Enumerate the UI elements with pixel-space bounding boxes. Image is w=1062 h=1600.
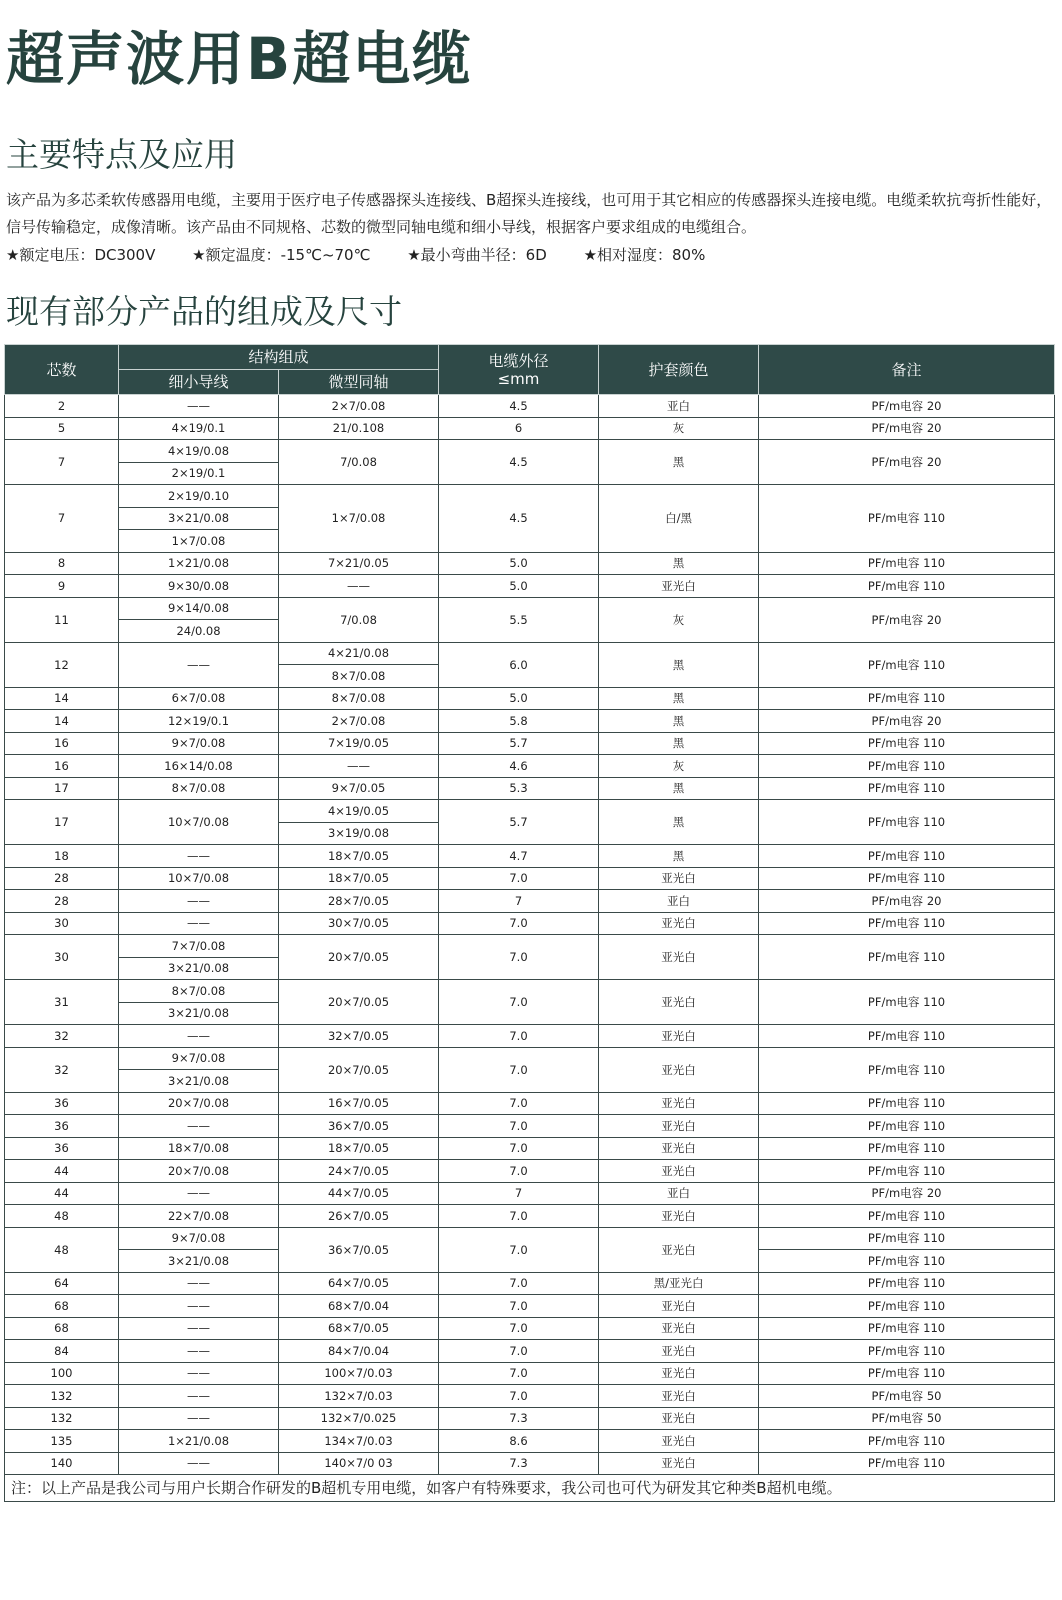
cell-remark: PF/m电容 110 (759, 1272, 1055, 1295)
cell-fine-wire: —— (119, 1340, 279, 1363)
cell-micro-coax: 7/0.08 (279, 597, 439, 642)
table-row (5, 1137, 1055, 1160)
header-micro-coax: 微型同轴 (279, 370, 439, 395)
cell-cores: 7 (5, 440, 119, 485)
cell-diameter: 5.0 (439, 575, 599, 598)
cell-jacket-color: 黑 (599, 440, 759, 485)
cell-diameter: 4.5 (439, 440, 599, 485)
cell-micro-coax: 4×19/0.05 (279, 800, 439, 823)
cell-fine-wire: —— (119, 890, 279, 913)
cell-micro-coax: 8×7/0.08 (279, 687, 439, 710)
cell-cores: 2 (5, 395, 119, 418)
cell-diameter: 7.0 (439, 1272, 599, 1295)
cell-cores: 5 (5, 417, 119, 440)
table-row (5, 1205, 1055, 1228)
cell-micro-coax: —— (279, 755, 439, 778)
cell-diameter: 5.3 (439, 777, 599, 800)
header-fine-wire: 细小导线 (119, 370, 279, 395)
table-row (5, 440, 1055, 463)
table-row (5, 755, 1055, 778)
spec-list (6, 242, 737, 268)
cell-remark: PF/m电容 110 (759, 1227, 1055, 1250)
cell-fine-wire: 1×21/0.08 (119, 552, 279, 575)
cell-micro-coax: 20×7/0.05 (279, 1047, 439, 1092)
table-row (5, 417, 1055, 440)
cell-jacket-color: 黑 (599, 845, 759, 868)
table-row (5, 777, 1055, 800)
cell-cores: 68 (5, 1295, 119, 1318)
cell-fine-wire: 8×7/0.08 (119, 980, 279, 1003)
cell-fine-wire: 3×21/0.08 (119, 1250, 279, 1273)
cell-fine-wire: 22×7/0.08 (119, 1205, 279, 1228)
table-row (5, 732, 1055, 755)
cell-cores: 32 (5, 1025, 119, 1048)
cell-diameter: 5.0 (439, 552, 599, 575)
cell-micro-coax: 7×19/0.05 (279, 732, 439, 755)
cell-micro-coax: 2×7/0.08 (279, 710, 439, 733)
cell-cores: 100 (5, 1362, 119, 1385)
cell-cores: 48 (5, 1205, 119, 1228)
cell-remark: PF/m电容 110 (759, 1362, 1055, 1385)
cell-cores: 30 (5, 912, 119, 935)
cell-fine-wire: —— (119, 395, 279, 418)
header-structure: 结构组成 (119, 345, 439, 370)
cell-diameter: 7.0 (439, 912, 599, 935)
cell-fine-wire: —— (119, 1362, 279, 1385)
cell-fine-wire: 4×19/0.1 (119, 417, 279, 440)
table-row (5, 1025, 1055, 1048)
cell-micro-coax: 68×7/0.04 (279, 1295, 439, 1318)
cell-micro-coax: 20×7/0.05 (279, 935, 439, 980)
cell-fine-wire: 2×19/0.1 (119, 462, 279, 485)
cell-fine-wire: —— (119, 912, 279, 935)
cell-jacket-color: 亚光白 (599, 575, 759, 598)
cell-micro-coax: 132×7/0.03 (279, 1385, 439, 1408)
cell-fine-wire: 18×7/0.08 (119, 1137, 279, 1160)
cell-jacket-color: 亚光白 (599, 1115, 759, 1138)
spec-humidity: ★相对湿度：80% (583, 246, 706, 264)
product-spec-table (4, 344, 1055, 1502)
page-title: 超声波用B超电缆 (6, 25, 473, 93)
cell-micro-coax: 36×7/0.05 (279, 1115, 439, 1138)
cell-jacket-color: 黑 (599, 642, 759, 687)
cell-cores: 36 (5, 1115, 119, 1138)
cell-jacket-color: 亚白 (599, 395, 759, 418)
table-row (5, 1340, 1055, 1363)
cell-fine-wire: 4×19/0.08 (119, 440, 279, 463)
cell-cores: 8 (5, 552, 119, 575)
cell-micro-coax: 2×7/0.08 (279, 395, 439, 418)
cell-jacket-color: 亚光白 (599, 1295, 759, 1318)
cell-micro-coax: 20×7/0.05 (279, 980, 439, 1025)
cell-fine-wire: 20×7/0.08 (119, 1092, 279, 1115)
cell-micro-coax: 18×7/0.05 (279, 1137, 439, 1160)
table-row (5, 1160, 1055, 1183)
table-row (5, 395, 1055, 418)
cell-jacket-color: 亚光白 (599, 1317, 759, 1340)
cell-diameter: 5.7 (439, 732, 599, 755)
cell-remark: PF/m电容 20 (759, 597, 1055, 642)
cell-jacket-color: 黑 (599, 552, 759, 575)
cell-jacket-color: 亚光白 (599, 1205, 759, 1228)
cell-jacket-color: 亚光白 (599, 935, 759, 980)
header-cores: 芯数 (5, 345, 119, 395)
cell-fine-wire: 1×7/0.08 (119, 530, 279, 553)
cell-remark: PF/m电容 110 (759, 755, 1055, 778)
cell-diameter: 4.5 (439, 485, 599, 553)
cell-diameter: 7.0 (439, 1160, 599, 1183)
cell-cores: 14 (5, 710, 119, 733)
table-row (5, 1182, 1055, 1205)
cell-micro-coax: 84×7/0.04 (279, 1340, 439, 1363)
cell-diameter: 7.0 (439, 935, 599, 980)
cell-jacket-color: 亚光白 (599, 912, 759, 935)
table-note: 注：以上产品是我公司与用户长期合作研发的B超机专用电缆，如客户有特殊要求，我公司也可代为研发其它种类B超机电缆。 (5, 1475, 1055, 1502)
table-row (5, 1272, 1055, 1295)
cell-jacket-color: 亚光白 (599, 1430, 759, 1453)
cell-diameter: 7.3 (439, 1452, 599, 1475)
cell-cores: 28 (5, 867, 119, 890)
cell-cores: 28 (5, 890, 119, 913)
cell-remark: PF/m电容 110 (759, 800, 1055, 845)
cell-fine-wire: 3×21/0.08 (119, 1070, 279, 1093)
products-heading: 现有部分产品的组成及尺寸 (6, 292, 402, 331)
cell-remark: PF/m电容 110 (759, 1340, 1055, 1363)
table-row (5, 1317, 1055, 1340)
cell-fine-wire: 9×7/0.08 (119, 1047, 279, 1070)
table-row (5, 1227, 1055, 1250)
cell-remark: PF/m电容 110 (759, 1115, 1055, 1138)
cell-jacket-color: 黑 (599, 777, 759, 800)
cell-cores: 17 (5, 800, 119, 845)
cell-diameter: 7.0 (439, 980, 599, 1025)
cell-cores: 16 (5, 755, 119, 778)
cell-jacket-color: 黑 (599, 732, 759, 755)
cell-fine-wire: —— (119, 845, 279, 868)
cell-fine-wire: —— (119, 1385, 279, 1408)
cell-micro-coax: 44×7/0.05 (279, 1182, 439, 1205)
spec-voltage: ★额定电压：DC300V (6, 246, 156, 264)
cell-micro-coax: —— (279, 575, 439, 598)
spec-bend-radius: ★最小弯曲半径：6D (407, 246, 547, 264)
cell-micro-coax: 7/0.08 (279, 440, 439, 485)
cell-diameter: 7.3 (439, 1407, 599, 1430)
cell-micro-coax: 132×7/0.025 (279, 1407, 439, 1430)
cell-jacket-color: 亚光白 (599, 1137, 759, 1160)
cell-jacket-color: 亚光白 (599, 1227, 759, 1272)
cell-diameter: 7.0 (439, 1025, 599, 1048)
cell-remark: PF/m电容 50 (759, 1407, 1055, 1430)
cell-micro-coax: 3×19/0.08 (279, 822, 439, 845)
cell-jacket-color: 亚白 (599, 890, 759, 913)
cell-remark: PF/m电容 50 (759, 1385, 1055, 1408)
cell-diameter: 5.0 (439, 687, 599, 710)
cell-micro-coax: 26×7/0.05 (279, 1205, 439, 1228)
cell-remark: PF/m电容 110 (759, 552, 1055, 575)
cell-micro-coax: 30×7/0.05 (279, 912, 439, 935)
cell-micro-coax: 32×7/0.05 (279, 1025, 439, 1048)
table-row (5, 1295, 1055, 1318)
cell-jacket-color: 黑 (599, 710, 759, 733)
cell-diameter: 7.0 (439, 1362, 599, 1385)
cell-cores: 64 (5, 1272, 119, 1295)
cell-fine-wire: 10×7/0.08 (119, 867, 279, 890)
table-row (5, 890, 1055, 913)
table-row (5, 552, 1055, 575)
cell-cores: 36 (5, 1137, 119, 1160)
cell-remark: PF/m电容 20 (759, 417, 1055, 440)
cell-diameter: 7.0 (439, 1205, 599, 1228)
cell-remark: PF/m电容 110 (759, 1092, 1055, 1115)
cell-fine-wire: 7×7/0.08 (119, 935, 279, 958)
cell-remark: PF/m电容 110 (759, 1137, 1055, 1160)
cell-fine-wire: 2×19/0.10 (119, 485, 279, 508)
cell-diameter: 7 (439, 890, 599, 913)
cell-cores: 84 (5, 1340, 119, 1363)
cell-remark: PF/m电容 20 (759, 1182, 1055, 1205)
cell-jacket-color: 黑 (599, 800, 759, 845)
table-body (5, 395, 1055, 1475)
cell-remark: PF/m电容 110 (759, 1025, 1055, 1048)
table-row (5, 935, 1055, 958)
cell-diameter: 5.5 (439, 597, 599, 642)
cell-diameter: 4.7 (439, 845, 599, 868)
cell-remark: PF/m电容 110 (759, 1430, 1055, 1453)
intro-paragraph: 该产品为多芯柔软传感器用电缆，主要用于医疗电子传感器探头连接线、B超探头连接线，也可用于其它相应的传感器探头连接电缆。电缆柔软抗弯折性能好，信号传输稳定，成像清晰。该产品由不同规格、芯数的微型同轴电缆和细小导线，根据客户要求组成的电缆组合。 (6, 191, 1052, 236)
cell-micro-coax: 18×7/0.05 (279, 867, 439, 890)
cell-remark: PF/m电容 110 (759, 1047, 1055, 1092)
cell-fine-wire: 9×14/0.08 (119, 597, 279, 620)
cell-remark: PF/m电容 110 (759, 575, 1055, 598)
cell-remark: PF/m电容 110 (759, 687, 1055, 710)
cell-diameter: 7.0 (439, 1115, 599, 1138)
cell-diameter: 8.6 (439, 1430, 599, 1453)
cell-fine-wire: —— (119, 1025, 279, 1048)
table-row (5, 597, 1055, 620)
table-row (5, 1362, 1055, 1385)
cell-fine-wire: —— (119, 1295, 279, 1318)
cell-fine-wire: —— (119, 642, 279, 687)
cell-diameter: 5.7 (439, 800, 599, 845)
header-jacket-color: 护套颜色 (599, 345, 759, 395)
cell-micro-coax: 24×7/0.05 (279, 1160, 439, 1183)
cell-jacket-color: 亚光白 (599, 1385, 759, 1408)
cell-diameter: 7.0 (439, 867, 599, 890)
cell-micro-coax: 28×7/0.05 (279, 890, 439, 913)
table-row (5, 485, 1055, 508)
cell-remark: PF/m电容 110 (759, 1205, 1055, 1228)
cell-micro-coax: 1×7/0.08 (279, 485, 439, 553)
cell-cores: 68 (5, 1317, 119, 1340)
cell-jacket-color: 黑/亚光白 (599, 1272, 759, 1295)
cell-jacket-color: 亚光白 (599, 980, 759, 1025)
cell-diameter: 7.0 (439, 1340, 599, 1363)
cell-jacket-color: 亚光白 (599, 1362, 759, 1385)
cell-cores: 16 (5, 732, 119, 755)
cell-cores: 17 (5, 777, 119, 800)
cell-fine-wire: 8×7/0.08 (119, 777, 279, 800)
table-row (5, 1452, 1055, 1475)
table-row (5, 1047, 1055, 1070)
cell-jacket-color: 灰 (599, 417, 759, 440)
cell-micro-coax: 64×7/0.05 (279, 1272, 439, 1295)
cell-remark: PF/m电容 110 (759, 1160, 1055, 1183)
cell-micro-coax: 7×21/0.05 (279, 552, 439, 575)
cell-jacket-color: 亚光白 (599, 1452, 759, 1475)
cell-cores: 7 (5, 485, 119, 553)
table-row (5, 687, 1055, 710)
cell-fine-wire: —— (119, 1317, 279, 1340)
cell-micro-coax: 140×7/0 03 (279, 1452, 439, 1475)
cell-remark: PF/m电容 20 (759, 710, 1055, 733)
table-row (5, 867, 1055, 890)
cell-micro-coax: 16×7/0.05 (279, 1092, 439, 1115)
cell-cores: 132 (5, 1385, 119, 1408)
cell-jacket-color: 亚白 (599, 1182, 759, 1205)
cell-remark: PF/m电容 110 (759, 935, 1055, 980)
cell-jacket-color: 亚光白 (599, 1160, 759, 1183)
cell-remark: PF/m电容 110 (759, 1250, 1055, 1273)
table-row (5, 980, 1055, 1003)
cell-jacket-color: 亚光白 (599, 1340, 759, 1363)
cell-fine-wire: —— (119, 1182, 279, 1205)
cell-fine-wire: —— (119, 1272, 279, 1295)
table-row (5, 575, 1055, 598)
cell-fine-wire: 16×14/0.08 (119, 755, 279, 778)
cell-diameter: 4.6 (439, 755, 599, 778)
cell-cores: 135 (5, 1430, 119, 1453)
cell-jacket-color: 亚光白 (599, 1092, 759, 1115)
cell-fine-wire: —— (119, 1115, 279, 1138)
cell-jacket-color: 亚光白 (599, 1025, 759, 1048)
cell-fine-wire: 20×7/0.08 (119, 1160, 279, 1183)
cell-fine-wire: 24/0.08 (119, 620, 279, 643)
cell-remark: PF/m电容 20 (759, 890, 1055, 913)
cell-diameter: 7.0 (439, 1317, 599, 1340)
cell-micro-coax: 8×7/0.08 (279, 665, 439, 688)
cell-cores: 36 (5, 1092, 119, 1115)
cell-micro-coax: 9×7/0.05 (279, 777, 439, 800)
cell-remark: PF/m电容 110 (759, 912, 1055, 935)
table-row (5, 710, 1055, 733)
cell-micro-coax: 21/0.108 (279, 417, 439, 440)
cell-diameter: 7.0 (439, 1227, 599, 1272)
cell-fine-wire: 9×30/0.08 (119, 575, 279, 598)
cell-fine-wire: —— (119, 1452, 279, 1475)
cell-cores: 132 (5, 1407, 119, 1430)
header-remark: 备注 (759, 345, 1055, 395)
table-row (5, 912, 1055, 935)
cell-cores: 9 (5, 575, 119, 598)
cell-diameter: 5.8 (439, 710, 599, 733)
spec-temperature: ★额定温度：-15℃~70℃ (192, 246, 371, 264)
table-row (5, 1092, 1055, 1115)
cell-remark: PF/m电容 110 (759, 845, 1055, 868)
cell-micro-coax: 36×7/0.05 (279, 1227, 439, 1272)
table-row (5, 1430, 1055, 1453)
cell-remark: PF/m电容 20 (759, 395, 1055, 418)
cell-cores: 32 (5, 1047, 119, 1092)
cell-cores: 14 (5, 687, 119, 710)
cell-fine-wire: 1×21/0.08 (119, 1430, 279, 1453)
cell-fine-wire: 3×21/0.08 (119, 1002, 279, 1025)
cell-micro-coax: 100×7/0.03 (279, 1362, 439, 1385)
table-row (5, 800, 1055, 823)
cell-cores: 140 (5, 1452, 119, 1475)
cell-fine-wire: —— (119, 1407, 279, 1430)
cell-diameter: 7.0 (439, 1047, 599, 1092)
cell-fine-wire: 9×7/0.08 (119, 1227, 279, 1250)
cell-remark: PF/m电容 20 (759, 440, 1055, 485)
cell-remark: PF/m电容 110 (759, 777, 1055, 800)
cell-remark: PF/m电容 110 (759, 1295, 1055, 1318)
cell-remark: PF/m电容 110 (759, 642, 1055, 687)
cell-jacket-color: 亚光白 (599, 867, 759, 890)
cell-jacket-color: 灰 (599, 597, 759, 642)
cell-diameter: 6.0 (439, 642, 599, 687)
cell-remark: PF/m电容 110 (759, 485, 1055, 553)
cell-jacket-color: 亚光白 (599, 1407, 759, 1430)
cell-micro-coax: 4×21/0.08 (279, 642, 439, 665)
cell-diameter: 4.5 (439, 395, 599, 418)
cell-fine-wire: 3×21/0.08 (119, 957, 279, 980)
header-diameter: 电缆外径 ≤mm (439, 345, 599, 395)
cell-jacket-color: 白/黑 (599, 485, 759, 553)
cell-jacket-color: 亚光白 (599, 1047, 759, 1092)
cell-cores: 30 (5, 935, 119, 980)
cell-diameter: 7.0 (439, 1295, 599, 1318)
cell-diameter: 7.0 (439, 1385, 599, 1408)
cell-cores: 12 (5, 642, 119, 687)
cell-fine-wire: 12×19/0.1 (119, 710, 279, 733)
table-row (5, 642, 1055, 665)
cell-remark: PF/m电容 110 (759, 732, 1055, 755)
cell-fine-wire: 9×7/0.08 (119, 732, 279, 755)
table-row (5, 1115, 1055, 1138)
cell-cores: 44 (5, 1182, 119, 1205)
cell-micro-coax: 134×7/0.03 (279, 1430, 439, 1453)
cell-cores: 11 (5, 597, 119, 642)
cell-cores: 44 (5, 1160, 119, 1183)
table-row (5, 845, 1055, 868)
cell-fine-wire: 10×7/0.08 (119, 800, 279, 845)
cell-cores: 31 (5, 980, 119, 1025)
cell-diameter: 7.0 (439, 1137, 599, 1160)
cell-jacket-color: 黑 (599, 687, 759, 710)
cell-remark: PF/m电容 110 (759, 980, 1055, 1025)
cell-jacket-color: 灰 (599, 755, 759, 778)
cell-diameter: 7.0 (439, 1092, 599, 1115)
table-row (5, 1407, 1055, 1430)
cell-diameter: 7 (439, 1182, 599, 1205)
cell-diameter: 6 (439, 417, 599, 440)
table-row (5, 1385, 1055, 1408)
cell-cores: 18 (5, 845, 119, 868)
cell-remark: PF/m电容 110 (759, 1452, 1055, 1475)
features-heading: 主要特点及应用 (6, 135, 237, 174)
cell-fine-wire: 3×21/0.08 (119, 507, 279, 530)
cell-cores: 48 (5, 1227, 119, 1272)
cell-fine-wire: 6×7/0.08 (119, 687, 279, 710)
cell-micro-coax: 68×7/0.05 (279, 1317, 439, 1340)
cell-micro-coax: 18×7/0.05 (279, 845, 439, 868)
cell-remark: PF/m电容 110 (759, 1317, 1055, 1340)
cell-remark: PF/m电容 110 (759, 867, 1055, 890)
